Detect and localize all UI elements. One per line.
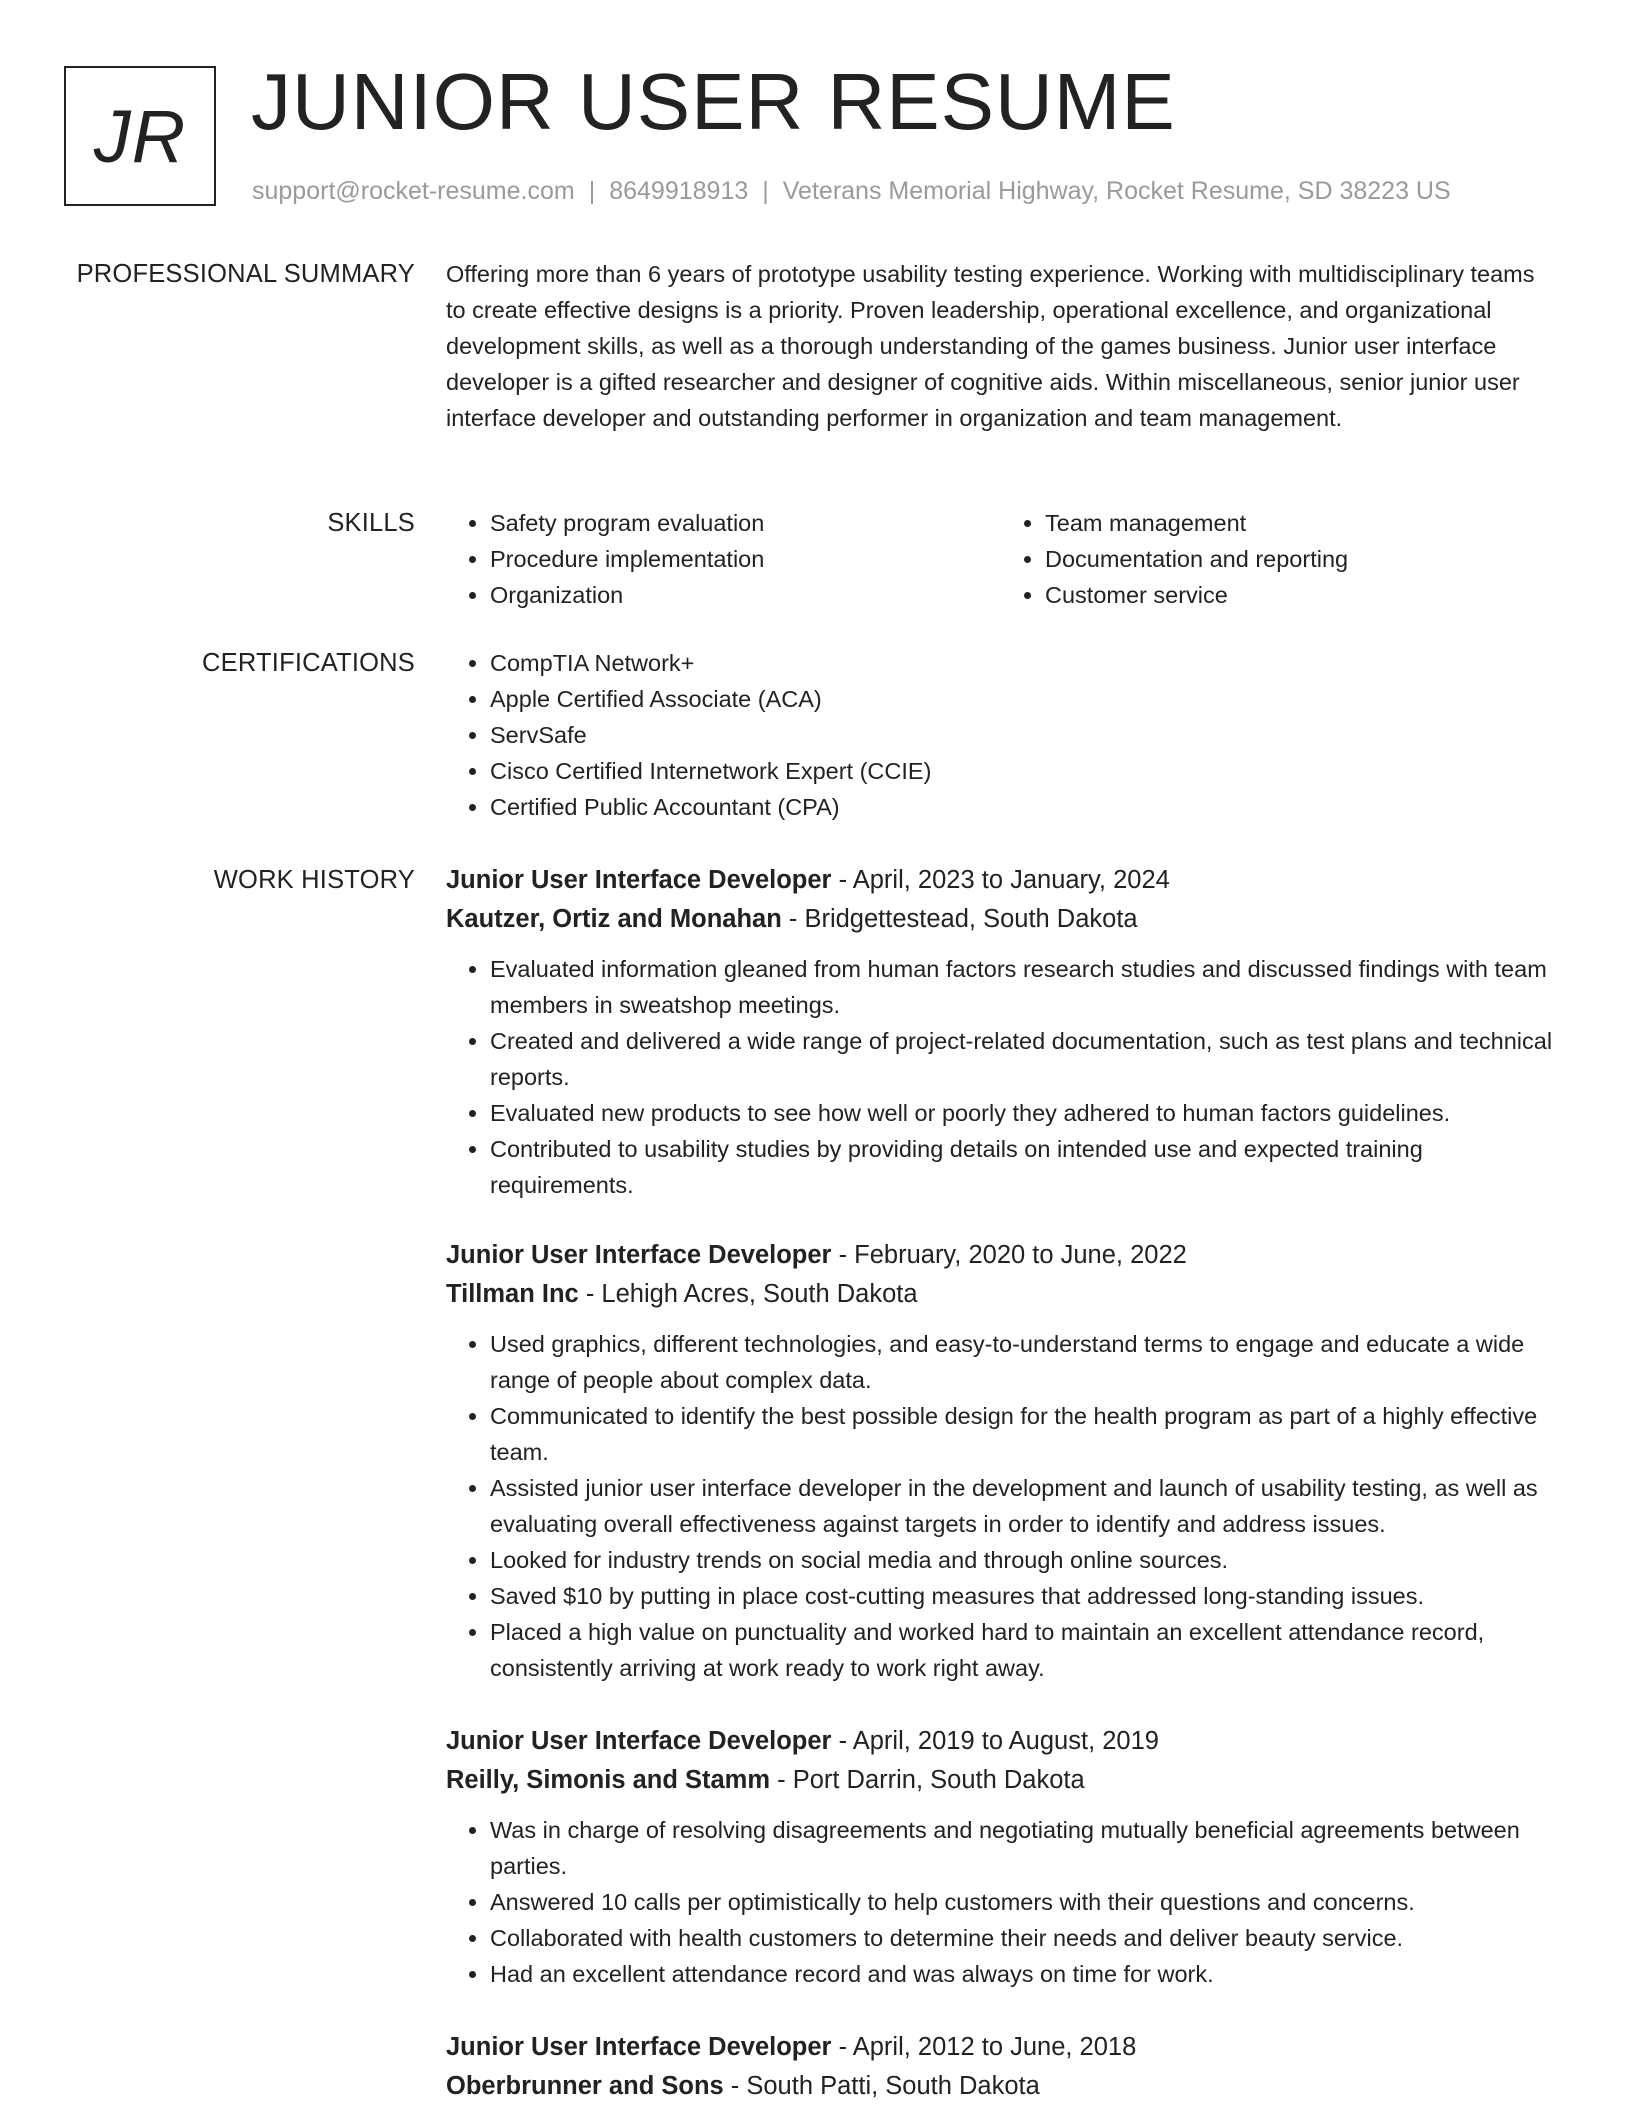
job-bullet: • Saved $10 by putting in place cost-cutting measures that addressed long-standing issues. — [490, 1578, 1556, 1614]
contact-address: Veterans Memorial Highway, Rocket Resume, SD 38223 US — [782, 177, 1451, 205]
job-title-line — [446, 1722, 1556, 1761]
contact-separator: | — [588, 177, 596, 205]
job-bullet: • Collaborated with health customers to determine their needs and deliver beauty service. — [490, 1920, 1556, 1956]
job-title-line — [446, 1236, 1556, 1275]
contact-line — [252, 174, 1451, 208]
certification-item: • Apple Certified Associate (ACA) — [490, 681, 1556, 717]
job-company: Kautzer, Ortiz and Monahan — [446, 905, 782, 933]
job-location: - Bridgettestead, South Dakota — [781, 905, 1138, 933]
job-bullets — [446, 951, 1556, 1203]
job-company: Reilly, Simonis and Stamm — [446, 1766, 771, 1794]
job-company-line — [446, 2067, 1556, 2106]
job-bullet: • Assisted junior user interface developer in the development and launch of usability testing, as well as evaluating overall effectiveness against targets in order to identify and address issues. — [490, 1470, 1556, 1542]
job-dates: - April, 2012 to June, 2018 — [831, 2033, 1137, 2061]
resume-title: JUNIOR USER RESUME — [251, 57, 1176, 146]
contact-phone: 8649918913 — [609, 177, 749, 205]
summary-text: Offering more than 6 years of prototype usability testing experience. Working with multidisciplinary teams to create effective designs is a priority. Proven leadership, operational excellence, and organizational development skills, as well as a thorough understanding of the games business. Junior user interface developer is a gifted researcher and designer of cognitive aids. Within miscellaneous, senior junior user interface developer and outstanding performer in organization and team management. — [446, 261, 1535, 431]
job-dates: - February, 2020 to June, 2022 — [831, 1241, 1187, 1269]
job-title-line — [446, 2028, 1556, 2067]
job-location: - South Patti, South Dakota — [723, 2072, 1040, 2100]
skills-list-left — [446, 505, 1001, 613]
skill-item: • Documentation and reporting — [1045, 541, 1556, 577]
job-bullet: • Communicated to identify the best possible design for the health program as part of a highly effective team. — [490, 1398, 1556, 1470]
job-bullet: • Had an excellent attendance record and was always on time for work. — [490, 1956, 1556, 1992]
job-bullets — [446, 1326, 1556, 1686]
job-company-line — [446, 900, 1556, 939]
skills-list-right — [1001, 505, 1556, 613]
job-title: Junior User Interface Developer — [446, 2033, 832, 2061]
certifications-list — [446, 645, 1556, 825]
certification-item: • Certified Public Accountant (CPA) — [490, 789, 1556, 825]
job-company-line — [446, 1275, 1556, 1314]
skill-item: • Safety program evaluation — [490, 505, 1001, 541]
contact-separator: | — [762, 177, 769, 205]
monogram-badge: JR — [64, 66, 216, 206]
job-title-line — [446, 861, 1556, 900]
job-title: Junior User Interface Developer — [446, 1241, 832, 1269]
section-label: PROFESSIONAL SUMMARY — [76, 260, 415, 288]
skill-item: • Organization — [490, 577, 1001, 613]
job-title: Junior User Interface Developer — [446, 866, 832, 894]
job-company: Tillman Inc — [446, 1280, 579, 1308]
job-bullet: • Looked for industry trends on social media and through online sources. — [490, 1542, 1556, 1578]
job-bullets — [446, 1812, 1556, 1992]
section-label: WORK HISTORY — [213, 866, 415, 894]
certification-item: • ServSafe — [490, 717, 1556, 753]
job-bullet: • Evaluated information gleaned from human factors research studies and discussed findings with team members in sweatshop meetings. — [490, 951, 1556, 1023]
job-bullet: • Was in charge of resolving disagreements and negotiating mutually beneficial agreements between parties. — [490, 1812, 1556, 1884]
job-bullet: • Used graphics, different technologies, and easy-to-understand terms to engage and educate a wide range of people about complex data. — [490, 1326, 1556, 1398]
job-company: Oberbrunner and Sons — [446, 2072, 724, 2100]
job-bullet: • Answered 10 calls per optimistically to help customers with their questions and concerns. — [490, 1884, 1556, 1920]
job-title: Junior User Interface Developer — [446, 1727, 832, 1755]
job-location: - Lehigh Acres, South Dakota — [578, 1280, 918, 1308]
certifications-body — [446, 645, 1556, 825]
skill-item: • Team management — [1045, 505, 1556, 541]
certification-item: • CompTIA Network+ — [490, 645, 1556, 681]
skill-item: • Customer service — [1045, 577, 1556, 613]
summary-body — [446, 256, 1556, 436]
job-dates: - April, 2019 to August, 2019 — [831, 1727, 1159, 1755]
section-label: CERTIFICATIONS — [202, 649, 415, 677]
contact-email: support@rocket-resume.com — [252, 177, 575, 205]
job-company-line — [446, 1761, 1556, 1800]
resume-header — [0, 0, 1632, 230]
job-dates: - April, 2023 to January, 2024 — [831, 866, 1170, 894]
job-bullet: • Created and delivered a wide range of project-related documentation, such as test plans and technical reports. — [490, 1023, 1556, 1095]
skill-item: • Procedure implementation — [490, 541, 1001, 577]
job-bullet: • Evaluated new products to see how well or poorly they adhered to human factors guidelines. — [490, 1095, 1556, 1131]
job-bullet: • Contributed to usability studies by providing details on intended use and expected training requirements. — [490, 1131, 1556, 1203]
section-label: SKILLS — [327, 509, 415, 537]
job-bullet: • Placed a high value on punctuality and worked hard to maintain an excellent attendance record, consistently arriving at work ready to work right away. — [490, 1614, 1556, 1686]
skills-body — [446, 505, 1556, 613]
certification-item: • Cisco Certified Internetwork Expert (CCIE) — [490, 753, 1556, 789]
job-location: - Port Darrin, South Dakota — [770, 1766, 1085, 1794]
